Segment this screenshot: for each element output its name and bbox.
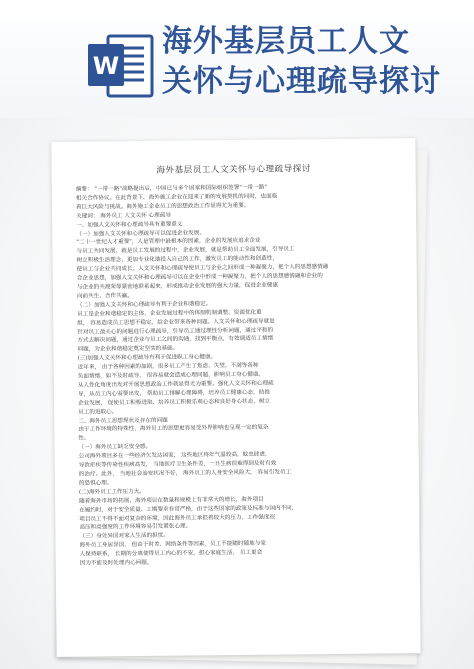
doc-line: 关键词： 海外员工 人文关怀 心理疏导 bbox=[76, 212, 171, 220]
doc-heading: 一、加强人文关怀和心理疏导具有重要意义 bbox=[76, 221, 183, 229]
doc-line: （一）海外员工缺乏安全感。 bbox=[78, 444, 152, 451]
word-icon-letter: W bbox=[92, 52, 120, 80]
doc-line: 人保持联系， 长期的分离使得员工内心的不安，担心家庭生活， 员工更会 bbox=[79, 549, 263, 558]
doc-line: 海外员工身居异国， 但由于时差、网络条件等因素，员工不能随时随地与家 bbox=[79, 540, 266, 549]
doc-line: 问题，为企业和谐稳定奠定坚实的基础。 bbox=[77, 345, 179, 353]
doc-line: 相关合作协议。在此背景下，海外施工企业在迎来了新的发展契机的同时，也面临 bbox=[75, 193, 278, 202]
doc-line: 企业发展， 促使员工积极进取、培养员工积极乐观心态和良好身心状态，树立 bbox=[78, 398, 271, 407]
doc-line: 在履约时，对于安全质量、工期要求非常严格，由于这些国家的政策及标准与国内不同， bbox=[79, 504, 298, 514]
doc-line: 负面情绪，如不及时疏导， 很容易就会造成心理问题，影响员工身心健康， bbox=[77, 371, 265, 380]
doc-line: 合企业思想，加强人文关怀和心理疏导可以在企业中形成一种凝聚力，把个人的思想感情融和企业的 bbox=[76, 273, 323, 282]
doc-line: 摘要： "一带一路"战略提出后，中国已与多个国家和国际组织签署"一带一路" bbox=[75, 184, 267, 193]
doc-line: 导致疟疾等传染性疾病高发， 当地医疗卫生条件差，一旦生病很难得到及时有效 bbox=[78, 460, 277, 469]
doc-line: 与员工共同发展，就是员工发展的过程中，企业发展，就是帮助员工全面发展，引导员工 bbox=[76, 246, 295, 256]
doc-line: 从人性化角度出发对开展思想政治工作就显得尤为重要。强化人文关怀和心理疏 bbox=[77, 380, 274, 389]
doc-line: 因为不能及时处理内心问题。 bbox=[79, 559, 153, 567]
doc-line: 与企业的共渡荣辱紧密地联系起来，形成推动企业发展的强大力量，促进企业健康 bbox=[76, 282, 279, 291]
document-page[interactable] bbox=[51, 138, 420, 657]
doc-line: (二)海外员工工作压力大。 bbox=[78, 488, 145, 496]
doc-line: (三)加强人文关怀和心理疏导有利于促进职工身心健康。 bbox=[77, 354, 217, 362]
doc-line: 性。 bbox=[78, 435, 90, 443]
banner-title bbox=[162, 22, 470, 102]
document-title: 海外基层员工人文关怀与心理疏导探讨 bbox=[156, 164, 311, 176]
doc-line: 员工是企业和谐稳定的主体，企业发展过程中的体制机制调整、资源优化重 bbox=[77, 309, 262, 318]
doc-line: 员工的进取心。 bbox=[78, 408, 118, 416]
doc-line: 的治疗。此外， 当地社会治安状况不好， 海外员工的人身安全风险大， 容易引发员工 bbox=[78, 469, 292, 478]
doc-line: "二十一世纪人才重要"，人是管理中最根本的因素，企业的发展应追求企业 bbox=[76, 238, 261, 247]
banner-title-line-1: 海外基层员工人文 bbox=[162, 24, 410, 59]
doc-line: 针对员工最关心的问题进行心理疏导，引导员工通过理性分析问题，通过平和的 bbox=[77, 327, 274, 336]
doc-line: 向前共生、合作共赢。 bbox=[76, 292, 133, 300]
word-document-icon bbox=[86, 32, 156, 100]
doc-line: 使员工与企业共同成长。人文关怀和心理疏导使员工与企业之间形成一种凝聚力，把个人的思想感情融 bbox=[76, 264, 329, 273]
doc-line: 着巨大风险与挑战。海外施工企业员工的思想政治工作显得尤为重要。 bbox=[75, 202, 250, 211]
banner-title-line-2: 关怀与心理疏导探讨 bbox=[162, 64, 441, 99]
doc-line: 方式去解决问题，通过企业与员工之间的沟通，找到平衡点，有效调适员工情绪 bbox=[77, 336, 274, 345]
document-body bbox=[76, 182, 398, 568]
doc-line: （三）身处异国对家人生活的担忧。 bbox=[79, 533, 169, 540]
doc-line: （一）加强人文关怀和心理疏导可以促进企业发展。 bbox=[76, 229, 205, 238]
doc-line: 导，从员工内心需要出发， 帮助员工排解心理障碍，培养员工健康心态，助推 bbox=[77, 389, 270, 398]
banner bbox=[0, 0, 474, 120]
doc-line: 的恐惧心理。 bbox=[78, 480, 113, 487]
doc-heading: 二、海外员工思想现状及存在的问题 bbox=[78, 417, 168, 425]
doc-line: 树立积极生活理念，更加专业化地投入自己的工作，激发员工的能动性和创造性， bbox=[76, 255, 278, 264]
doc-line: 近年来， 由于各种因素的加剧，很多员工产生了焦虑、失望、不满等各种 bbox=[77, 362, 259, 371]
doc-line: 随着海外市场的拓展，海外项目在数量和规模上有非常大的增长，海外项目 bbox=[79, 496, 264, 505]
doc-line: （二）加强人文关怀和心理疏导有利于企业和谐稳定。 bbox=[76, 301, 212, 309]
doc-line: 高压和高强度的工作环境容易引发紧张心理。 bbox=[79, 523, 192, 532]
doc-line: 由于工作环境的特殊性，海外员工的思想更容易受外界影响也呈现一定的复杂 bbox=[78, 425, 269, 434]
doc-line: 公司海外项目多在一些经济欠发达国家， 这些地区终年气温较高，蚊虫肆虐， bbox=[78, 451, 271, 460]
doc-line: 组， 容易造成员工思想不稳定，给企业带来各种问题。人文关怀和心理疏导就是 bbox=[77, 318, 275, 327]
doc-line: 项目员工不得不面对复杂的环境，因此海外员工承担着较大的压力。工作强度很 bbox=[79, 514, 276, 523]
